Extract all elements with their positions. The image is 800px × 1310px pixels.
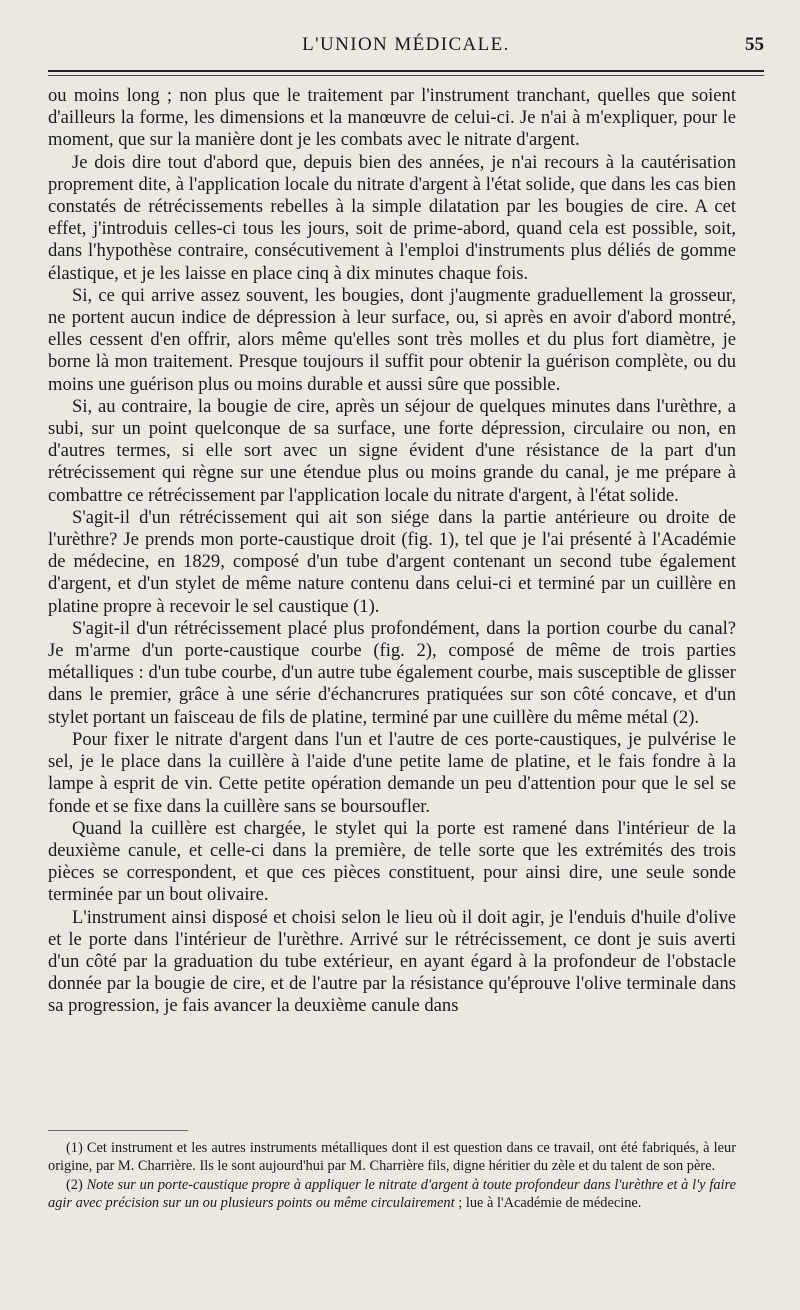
paragraph: Quand la cuillère est chargée, le stylet qui la porte est ramené dans l'intérieur de la deuxième canule, et celle-ci dans la première, de telle sorte que les extrémités des trois pièces se correspondent, et que ces pièces constituent, pour ainsi dire, une seule sonde terminée par un bout olivaire. bbox=[48, 817, 736, 906]
paragraph: S'agit-il d'un rétrécissement placé plus profondément, dans la portion courbe du canal? Je m'arme d'un porte-caustique courbe (fig. 2), composé de même de trois parties métalliques : d'un tube courbe, d'un autre tube également courbe, mais susceptible de glisser dans le premier, grâce à une série d'échancrures pratiquées sur son côté concave, et d'un stylet portant un faisceau de fils de platine, terminé par une cuillère du même métal (2). bbox=[48, 617, 736, 728]
footnote-title: Note sur un porte-caustique propre à appliquer le nitrate d'argent à toute profondeur dans l'urèthre et à l'y faire agir avec précision sur un ou plusieurs points ou même circulairement bbox=[48, 1177, 736, 1211]
footnote-divider bbox=[48, 1130, 188, 1131]
header-rule-thin bbox=[48, 75, 764, 76]
paragraph: Si, ce qui arrive assez souvent, les bougies, dont j'augmente graduellement la grosseur, ne portent aucun indice de dépression à leur surface, ou, si après en avoir d'abord montré, elles cessent d'en offrir, alors même qu'elles sont très molles et du plus fort diamètre, je borne là mon traitement. Presque toujours il suffit pour obtenir la guérison complète, ou du moins une guérison plus ou moins durable et aussi sûre que possible. bbox=[48, 284, 736, 395]
journal-title: L'UNION MÉDICALE. bbox=[302, 34, 510, 55]
paragraph: ou moins long ; non plus que le traitement par l'instrument tranchant, quelles que soient d'ailleurs la forme, les dimensions et la manœuvre de celui-ci. Je n'ai à m'expliquer, pour le moment, que sur la manière dont je les combats avec le nitrate d'argent. bbox=[48, 85, 736, 151]
paragraph: L'instrument ainsi disposé et choisi selon le lieu où il doit agir, je l'enduis d'huile d'olive et le porte dans l'intérieur de l'urèthre. Arrivé sur le rétrécissement, ce dont je suis averti d'un côté par la graduation du tube extérieur, en ayant égard à la profondeur de l'obstacle donnée par la bougie de cire, et de l'autre par la résistance qu'éprouve l'olive terminale dans sa progression, je fais avancer la deuxième canule dans bbox=[48, 906, 736, 1017]
body-text bbox=[48, 85, 736, 1018]
running-header bbox=[48, 34, 764, 62]
footnote-1 bbox=[48, 1140, 736, 1175]
page-number: 55 bbox=[745, 34, 764, 55]
paragraph: Pour fixer le nitrate d'argent dans l'un et l'autre de ces porte-caustiques, je pulvérise le sel, je le place dans la cuillère à l'aide d'une petite lame de platine, et le fais fondre à la lampe à esprit de vin. Cette petite opération demande un peu d'attention pour que le sel se fonde et se fixe dans la cuillère sans se boursoufler. bbox=[48, 728, 736, 817]
footnotes bbox=[48, 1140, 736, 1214]
footnote-marker: (1) bbox=[66, 1140, 83, 1156]
paragraph: Je dois dire tout d'abord que, depuis bien des années, je n'ai recours à la cautérisation proprement dite, à l'application locale du nitrate d'argent à l'état solide, que dans les cas bien constatés de rétrécissements rebelles à la simple dilatation par les bougies de cire. A cet effet, j'introduis celles-ci tous les jours, soit de prime-abord, quand cela est possible, soit, dans l'hypothèse contraire, consécutivement à l'emploi d'instruments plus déliés de gomme élastique, et je les laisse en place cinq à dix minutes chaque fois. bbox=[48, 151, 736, 284]
footnote-text: Cet instrument et les autres instruments métalliques dont il est question dans ce travail, ont été fabriqués, à leur origine, par M. Charrière. Ils le sont aujourd'hui par M. Charrière fils, digne héritier du zèle et du talent de son père. bbox=[48, 1140, 736, 1174]
paragraph: Si, au contraire, la bougie de cire, après un séjour de quelques minutes dans l'urèthre, a subi, sur un point quelconque de sa surface, une forte dépression, circulaire ou non, en d'autres termes, si elle sort avec un signe évident d'une résistance de la part d'un rétrécissement qui règne sur une étendue plus ou moins grande du canal, je me prépare à combattre ce rétrécissement par l'application locale du nitrate d'argent, à l'état solide. bbox=[48, 395, 736, 506]
footnote-marker: (2) bbox=[66, 1177, 83, 1194]
header-rule-thick bbox=[48, 70, 764, 72]
footnote-text: ; lue à l'Académie de médecine. bbox=[454, 1194, 642, 1211]
footnote-2 bbox=[48, 1177, 736, 1212]
paragraph: S'agit-il d'un rétrécissement qui ait son siége dans la partie antérieure ou droite de l'urèthre? Je prends mon porte-caustique droit (fig. 1), tel que je l'ai présenté à l'Académie de médecine, en 1829, composé d'un tube d'argent contenant un second tube également d'argent, et d'un stylet de même nature contenu dans celui-ci et terminé par un cuillère en platine propre à recevoir le sel caustique (1). bbox=[48, 506, 736, 617]
